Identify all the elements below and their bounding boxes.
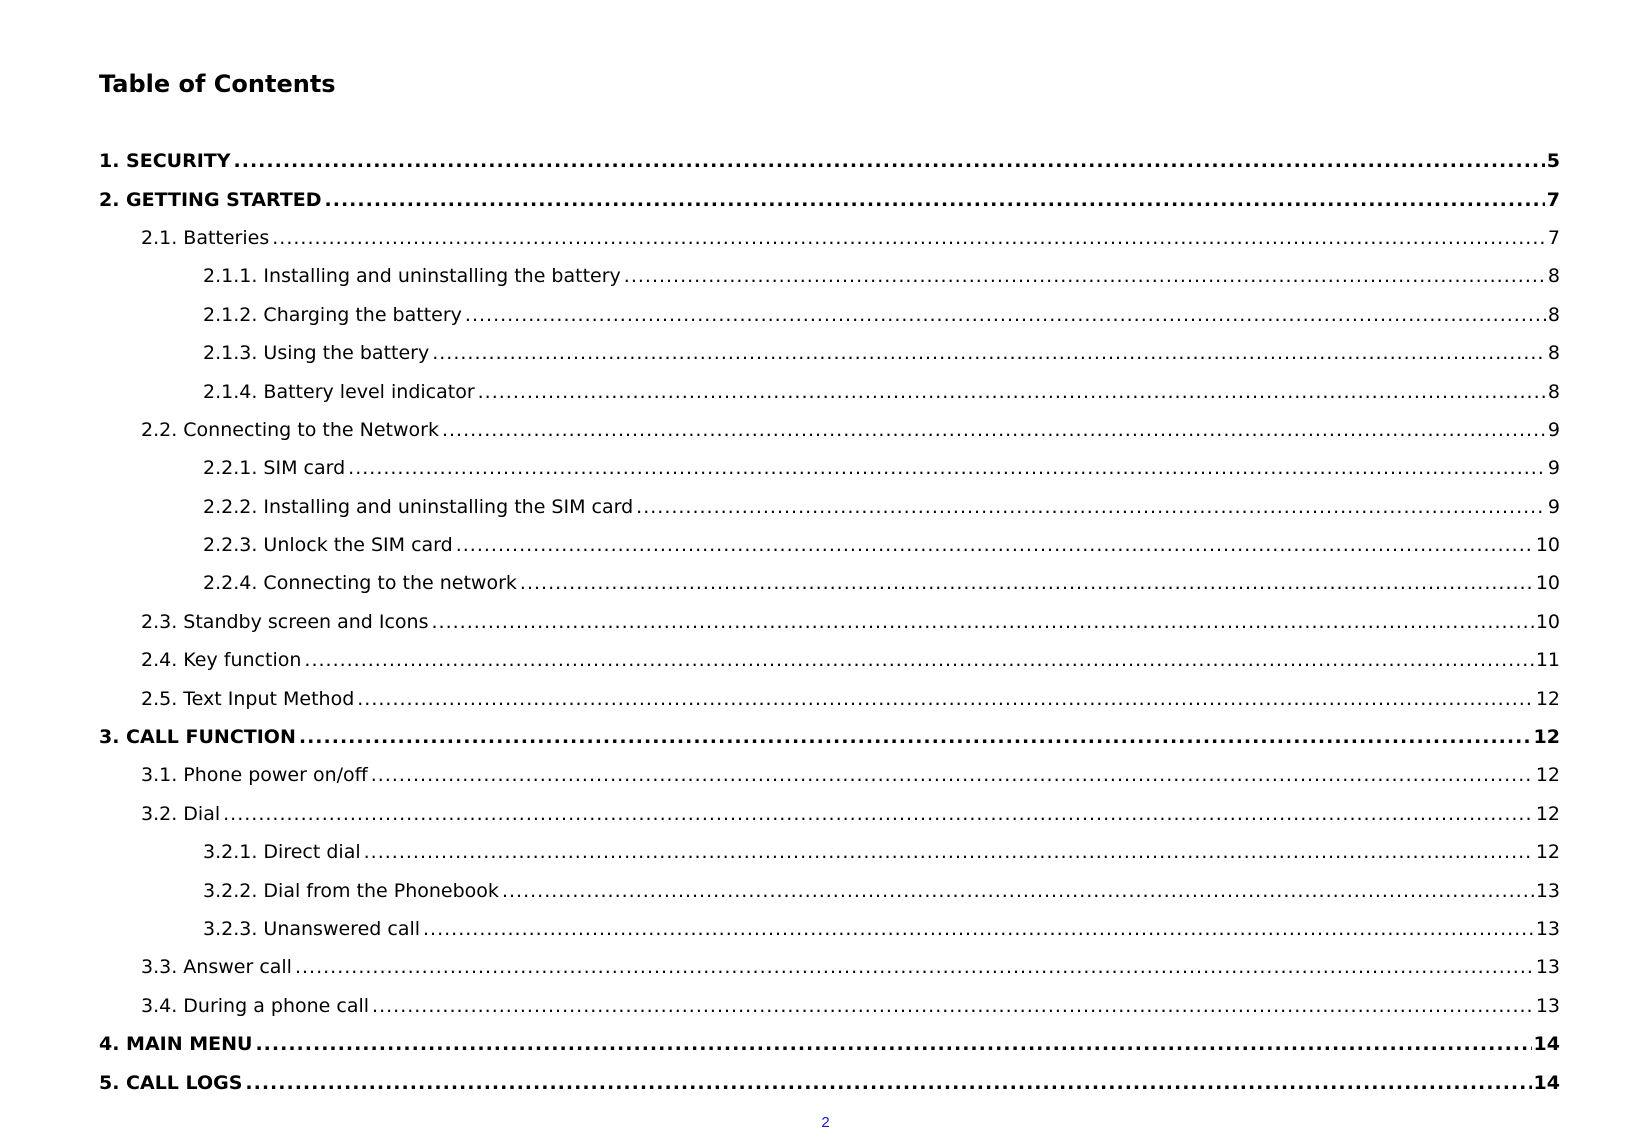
toc-entry[interactable] bbox=[0, 372, 1651, 410]
toc-entry-page: 7 bbox=[1546, 188, 1560, 211]
toc-entry-label: 5. CALL LOGS bbox=[99, 1071, 243, 1094]
toc-entry[interactable] bbox=[0, 948, 1651, 986]
toc-dot-leader bbox=[223, 802, 1534, 826]
toc-entry-label: 2.3. Standby screen and Icons bbox=[141, 610, 429, 633]
toc-entry[interactable] bbox=[0, 718, 1651, 756]
toc-entry-label: 3.1. Phone power on/off bbox=[141, 764, 368, 787]
toc-dot-leader bbox=[245, 1071, 1531, 1095]
toc-entry[interactable] bbox=[0, 257, 1651, 295]
toc-entry-label: 3.4. During a phone call bbox=[141, 994, 370, 1017]
toc-entry-page: 10 bbox=[1535, 610, 1560, 633]
toc-dot-leader bbox=[364, 840, 1534, 864]
toc-entry-row bbox=[141, 418, 1560, 442]
toc-entry-label: 2.1.1. Installing and uninstalling the battery bbox=[203, 265, 621, 288]
toc-dot-leader bbox=[432, 610, 1534, 634]
toc-dot-leader bbox=[520, 571, 1534, 595]
toc-entry-row bbox=[141, 226, 1560, 250]
toc-entry-page: 5 bbox=[1546, 150, 1560, 173]
toc-entry[interactable] bbox=[0, 641, 1651, 679]
toc-entry-row bbox=[99, 1032, 1560, 1056]
toc-entry[interactable] bbox=[0, 833, 1651, 871]
toc-dot-leader bbox=[465, 303, 1546, 327]
toc-entry[interactable] bbox=[0, 871, 1651, 909]
toc-entry-label: 2.1.2. Charging the battery bbox=[203, 303, 462, 326]
toc-entry-page: 9 bbox=[1547, 418, 1560, 441]
toc-entry-row bbox=[141, 687, 1560, 711]
toc-entry-label: 3. CALL FUNCTION bbox=[99, 726, 296, 749]
toc-entry-page: 12 bbox=[1535, 841, 1560, 864]
page-number: 2 bbox=[821, 1114, 830, 1131]
toc-entry[interactable] bbox=[0, 910, 1651, 948]
toc-list bbox=[0, 142, 1651, 1102]
toc-entry-page: 12 bbox=[1535, 764, 1560, 787]
toc-entry-page: 11 bbox=[1535, 649, 1560, 672]
toc-entry[interactable] bbox=[0, 564, 1651, 602]
toc-dot-leader bbox=[423, 917, 1534, 941]
toc-entry-page: 9 bbox=[1547, 495, 1560, 518]
toc-entry[interactable] bbox=[0, 219, 1651, 257]
toc-entry-row bbox=[141, 763, 1560, 787]
toc-entry-page: 8 bbox=[1547, 380, 1560, 403]
toc-entry[interactable] bbox=[0, 679, 1651, 717]
toc-dot-leader bbox=[624, 264, 1546, 288]
toc-entry-label: 4. MAIN MENU bbox=[99, 1033, 253, 1056]
toc-entry-row bbox=[203, 840, 1560, 864]
toc-entry-page: 14 bbox=[1533, 1071, 1560, 1094]
toc-entry-label: 2.1. Batteries bbox=[141, 226, 270, 249]
toc-entry-page: 12 bbox=[1535, 802, 1560, 825]
toc-entry-row bbox=[99, 725, 1560, 749]
toc-entry-label: 3.2.2. Dial from the Phonebook bbox=[203, 879, 499, 902]
toc-entry-page: 12 bbox=[1533, 726, 1560, 749]
toc-entry-row bbox=[99, 1071, 1560, 1095]
toc-dot-leader bbox=[255, 1032, 1531, 1056]
toc-entry[interactable] bbox=[0, 296, 1651, 334]
toc-entry-row bbox=[141, 648, 1560, 672]
toc-entry-page: 13 bbox=[1535, 918, 1560, 940]
toc-dot-leader bbox=[272, 226, 1546, 250]
toc-entry[interactable] bbox=[0, 1063, 1651, 1101]
toc-entry[interactable] bbox=[0, 142, 1651, 180]
toc-entry[interactable] bbox=[0, 180, 1651, 218]
toc-title: Table of Contents bbox=[99, 70, 336, 98]
toc-entry[interactable] bbox=[0, 1025, 1651, 1063]
toc-entry-label: 2.2.1. SIM card bbox=[203, 457, 346, 480]
toc-entry-page: 10 bbox=[1535, 534, 1560, 557]
toc-dot-leader bbox=[442, 418, 1546, 442]
toc-entry-page: 9 bbox=[1547, 457, 1560, 480]
toc-entry-page: 10 bbox=[1535, 572, 1560, 595]
toc-entry-label: 2.5. Text Input Method bbox=[141, 687, 355, 710]
toc-entry-row bbox=[141, 955, 1560, 979]
toc-entry-row bbox=[99, 188, 1560, 212]
toc-entry[interactable] bbox=[0, 526, 1651, 564]
toc-entry-label: 1. SECURITY bbox=[99, 150, 231, 173]
toc-dot-leader bbox=[299, 725, 1532, 749]
toc-entry[interactable] bbox=[0, 488, 1651, 526]
toc-entry-page: 12 bbox=[1535, 687, 1560, 710]
toc-entry-row bbox=[203, 495, 1560, 519]
toc-entry[interactable] bbox=[0, 334, 1651, 372]
toc-dot-leader bbox=[372, 994, 1534, 1018]
toc-entry-row bbox=[141, 802, 1560, 826]
toc-entry-row bbox=[203, 380, 1560, 404]
toc-dot-leader bbox=[325, 188, 1545, 212]
toc-entry-label: 2.2.2. Installing and uninstalling the SIM card bbox=[203, 495, 634, 518]
toc-entry-label: 2.2.4. Connecting to the network bbox=[203, 572, 517, 595]
toc-entry-row bbox=[99, 149, 1560, 173]
toc-dot-leader bbox=[478, 380, 1546, 404]
toc-entry-label: 2.2. Connecting to the Network bbox=[141, 418, 439, 441]
toc-dot-leader bbox=[502, 879, 1534, 903]
toc-entry-page: 8 bbox=[1547, 342, 1560, 365]
toc-dot-leader bbox=[304, 648, 1533, 672]
toc-entry-label: 3.3. Answer call bbox=[141, 956, 292, 979]
toc-entry-label: 2.1.4. Battery level indicator bbox=[203, 380, 475, 403]
toc-entry-row bbox=[203, 879, 1560, 903]
toc-dot-leader bbox=[234, 149, 1545, 173]
toc-entry-label: 3.2. Dial bbox=[141, 802, 221, 825]
toc-entry[interactable] bbox=[0, 756, 1651, 794]
toc-entry-label: 3.2.1. Direct dial bbox=[203, 841, 361, 864]
toc-entry-page: 13 bbox=[1535, 956, 1560, 979]
toc-dot-leader bbox=[371, 763, 1534, 787]
toc-entry-page: 14 bbox=[1533, 1033, 1560, 1056]
toc-entry-label: 2.1.3. Using the battery bbox=[203, 342, 430, 365]
toc-entry-page: 13 bbox=[1535, 994, 1560, 1017]
toc-dot-leader bbox=[357, 687, 1534, 711]
toc-dot-leader bbox=[456, 533, 1534, 557]
toc-entry-row bbox=[141, 994, 1560, 1018]
toc-entry-row bbox=[203, 264, 1560, 288]
toc-entry[interactable] bbox=[0, 411, 1651, 449]
toc-entry-row bbox=[203, 917, 1560, 941]
toc-entry[interactable] bbox=[0, 449, 1651, 487]
toc-entry[interactable] bbox=[0, 795, 1651, 833]
toc-entry-label: 2.2.3. Unlock the SIM card bbox=[203, 534, 453, 557]
toc-dot-leader bbox=[432, 341, 1546, 365]
toc-entry-page: 7 bbox=[1547, 226, 1560, 249]
toc-entry-row bbox=[203, 341, 1560, 365]
toc-entry-page: 8 bbox=[1547, 265, 1560, 288]
toc-dot-leader bbox=[348, 456, 1546, 480]
toc-entry-row bbox=[203, 533, 1560, 557]
toc-entry-label: 3.2.3. Unanswered call bbox=[203, 918, 421, 940]
toc-entry-label: 2. GETTING STARTED bbox=[99, 188, 322, 211]
toc-dot-leader bbox=[295, 955, 1534, 979]
toc-entry[interactable] bbox=[0, 987, 1651, 1025]
toc-entry-row bbox=[203, 456, 1560, 480]
toc-dot-leader bbox=[636, 495, 1546, 519]
toc-entry-row bbox=[203, 571, 1560, 595]
toc-entry[interactable] bbox=[0, 603, 1651, 641]
toc-entry-page: 8 bbox=[1547, 303, 1560, 326]
toc-entry-row bbox=[141, 610, 1560, 634]
toc-entry-page: 13 bbox=[1535, 879, 1560, 902]
toc-entry-row bbox=[203, 303, 1560, 327]
toc-entry-label: 2.4. Key function bbox=[141, 649, 302, 672]
